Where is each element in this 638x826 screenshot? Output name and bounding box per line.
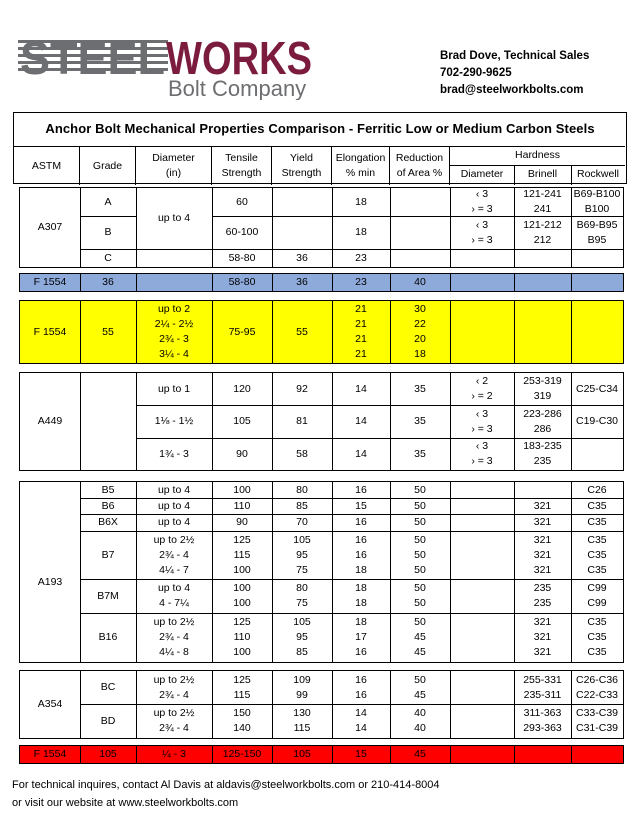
a193-b7m-brinell: 235 235 (533, 582, 552, 609)
contact-phone[interactable]: 702-290-9625 (440, 67, 512, 79)
contact-email[interactable]: brad@steelworkbolts.com (440, 84, 584, 96)
block-a307 (19, 187, 624, 268)
header-astm: ASTM (14, 147, 80, 185)
header-grade: Grade (80, 147, 136, 185)
f1554-105-grade: 105 (99, 748, 117, 760)
a193-b6x-elongation: 16 (355, 516, 367, 528)
f1554-55-grade: 55 (102, 325, 114, 338)
a354-bd-yield: 130 115 (293, 707, 311, 734)
a307-a-hard-diam: ‹ 3 › = 3 (471, 188, 493, 215)
a307-grade-c: C (104, 251, 112, 264)
a193-b7m-yield: 80 75 (296, 582, 308, 609)
a354-bc-reduction: 50 45 (414, 673, 426, 701)
a449-r3-diameter: 1¾ - 3 (159, 447, 189, 460)
header-hardness: Hardness (515, 149, 560, 161)
table-title: Anchor Bolt Mechanical Properties Comparison - Ferritic Low or Medium Carbon Steels (45, 121, 595, 136)
a307-b-tensile: 60-100 (225, 226, 259, 238)
a193-b5-brinell (514, 482, 571, 498)
a193-b6x-diameter: up to 4 (157, 516, 191, 528)
f1554-55-astm: F 1554 (33, 325, 67, 338)
a193-b7-yield: 105 95 75 (293, 533, 311, 576)
f1554-55-yield: 55 (296, 325, 308, 338)
a307-grade-b: B (104, 226, 112, 238)
logo-subtitle: Bolt Company (168, 76, 307, 100)
a449-r1-tensile: 120 (233, 382, 251, 395)
a449-r3-hard-diam: ‹ 3 › = 3 (471, 440, 493, 467)
a449-r1-rockwell: C25-C34 (575, 382, 619, 395)
a449-r2-rockwell: C19-C30 (575, 415, 619, 427)
a307-diameter: up to 4 (157, 212, 191, 224)
a354-bc-rockwell: C26-C36 C22-C33 (575, 673, 619, 701)
a193-b6x-tensile: 90 (236, 516, 248, 528)
a193-b7m-diameters: up to 4 4 - 7¼ (157, 582, 191, 609)
a193-b6x-grade: B6X (98, 516, 118, 528)
block-f1554-36 (19, 273, 624, 292)
a307-a-elongation: 18 (355, 195, 367, 208)
a307-a-rockwell: B69-B100 B100 (573, 188, 621, 215)
a354-bd-tensile: 150 140 (233, 707, 251, 734)
a307-c-elongation: 23 (355, 251, 367, 264)
a449-r2-tensile: 105 (233, 415, 251, 427)
a193-b7-brinell: 321 321 321 (533, 533, 552, 576)
a193-b6-tensile: 110 (233, 499, 251, 512)
a193-b5-tensile: 100 (233, 483, 251, 496)
block-f1554-55 (19, 300, 624, 364)
a193-b5-elongation: 16 (355, 483, 367, 496)
a449-r1-hard-diam: ‹ 2 › = 2 (471, 375, 493, 402)
f1554-105-astm: F 1554 (33, 748, 67, 760)
f1554-36-tensile: 58-80 (228, 276, 256, 288)
a449-r1-diameter: up to 1 (157, 382, 191, 395)
a193-b7m-tensile: 100 100 (233, 582, 251, 609)
a354-bd-grade: BD (100, 714, 116, 727)
f1554-105-diameter: ¼ - 3 (162, 748, 186, 760)
a193-b6x-brinell: 321 (533, 516, 552, 528)
f1554-55-reduction: 30 22 20 18 (414, 303, 426, 360)
a193-b6-reduction: 50 (414, 499, 426, 512)
a449-r2-hard-diam: ‹ 3 › = 3 (471, 407, 493, 435)
a307-b-rockwell: B69-B95 B95 (576, 218, 618, 246)
header-tensile: Tensile Strength (212, 147, 272, 185)
a193-b7m-elongation: 18 18 (355, 582, 367, 609)
header-yield: Yield Strength (272, 147, 332, 185)
a449-r3-yield: 58 (296, 447, 308, 460)
a193-astm: A193 (37, 575, 63, 588)
a354-astm: A354 (37, 698, 63, 710)
f1554-36-reduction: 40 (414, 276, 426, 288)
a193-b16-diameters: up to 2½ 2¾ - 4 4¼ - 8 (153, 616, 195, 658)
a193-b16-reduction: 50 45 45 (414, 616, 426, 658)
a354-bc-yield: 109 99 (293, 673, 311, 701)
a193-b16-grade: B16 (98, 631, 118, 643)
a449-r2-elongation: 14 (355, 415, 367, 427)
a354-bc-tensile: 125 115 (233, 673, 251, 701)
header-reduction: Reduction of Area % (390, 147, 450, 185)
logo-word-steel: STEEL (20, 32, 165, 84)
a193-b16-tensile: 125 110 100 (233, 616, 251, 658)
footer (12, 776, 440, 812)
table-header-frame (13, 112, 627, 184)
contact-name: Brad Dove, Technical Sales (440, 50, 590, 62)
f1554-55-tensile: 75-95 (228, 325, 256, 338)
a193-b6x-reduction: 50 (414, 516, 426, 528)
header-brinell: Brinell (527, 168, 558, 180)
a193-b7m-rockwell: C99 C99 (587, 582, 607, 609)
a307-a-tensile: 60 (236, 195, 248, 208)
a354-bc-elongation: 16 16 (355, 673, 367, 701)
a193-b7-grade: B7 (101, 548, 115, 561)
a193-b6x-rockwell: C35 (587, 516, 607, 528)
f1554-36-astm: F 1554 (33, 276, 67, 288)
a193-b6-elongation: 15 (355, 499, 367, 512)
a193-b6-diameter: up to 4 (157, 499, 191, 512)
a193-b7-elongation: 16 16 18 (355, 533, 367, 576)
contact-info (440, 48, 589, 99)
a193-b6-brinell: 321 (533, 499, 552, 512)
a307-c-yield: 36 (296, 251, 308, 264)
f1554-36-grade: 36 (102, 276, 114, 288)
a193-b7m-reduction: 50 50 (414, 582, 426, 609)
a449-r2-yield: 81 (296, 415, 308, 427)
footer-website-line[interactable]: or visit our website at www.steelworkbolts.com (12, 797, 239, 809)
column-header-row (14, 146, 625, 185)
block-a354 (19, 670, 624, 739)
a449-r1-elongation: 14 (355, 382, 367, 395)
a193-b16-yield: 105 95 85 (293, 616, 311, 658)
a193-b6-grade: B6 (101, 499, 115, 512)
a307-grade-a: A (104, 195, 112, 208)
header-elongation: Elongation % min (332, 147, 390, 185)
a354-bd-brinell: 311-363 293-363 (523, 707, 562, 734)
a193-b5-rockwell: C26 (587, 483, 607, 496)
a193-b7-reduction: 50 50 50 (414, 533, 426, 576)
a193-b6x-yield: 70 (296, 516, 308, 528)
a193-b5-grade: B5 (101, 483, 115, 496)
a354-bd-diameters: up to 2½ 2¾ - 4 (153, 707, 195, 734)
steelworks-logo (18, 30, 318, 100)
a193-b7-rockwell: C35 C35 C35 (587, 533, 607, 576)
a193-b7m-grade: B7M (97, 589, 119, 602)
a193-b5-yield: 80 (296, 483, 308, 496)
a193-b7-tensile: 125 115 100 (233, 533, 251, 576)
logo-word-works: WORKS (166, 32, 312, 84)
a449-r1-reduction: 35 (414, 382, 426, 395)
a307-a-brinell: 121-241 241 (523, 188, 562, 215)
a307-b-elongation: 18 (355, 226, 367, 238)
a354-bd-elongation: 14 14 (355, 707, 367, 734)
f1554-36-yield: 36 (296, 276, 308, 288)
f1554-105-yield: 105 (293, 748, 311, 760)
block-a449 (19, 372, 624, 471)
a193-b6-yield: 85 (296, 499, 308, 512)
a449-r2-reduction: 35 (414, 415, 426, 427)
a449-r2-brinell: 223-286 286 (523, 407, 562, 435)
a354-bd-reduction: 40 40 (414, 707, 426, 734)
a193-b16-rockwell: C35 C35 C35 (587, 616, 607, 658)
a449-r3-tensile: 90 (236, 447, 248, 460)
header-diameter: Diameter (in) (136, 147, 212, 185)
a354-bc-diameters: up to 2½ 2¾ - 4 (153, 673, 195, 701)
a354-bc-brinell: 255-331 235-311 (523, 673, 562, 701)
a307-c-tensile: 58-80 (228, 251, 256, 264)
a193-b5-reduction: 50 (414, 483, 426, 496)
a307-b-hard-diam: ‹ 3 › = 3 (471, 218, 493, 246)
f1554-55-elongation: 21 21 21 21 (355, 303, 367, 360)
f1554-105-tensile: 125-150 (222, 748, 262, 760)
a307-b-brinell: 121-212 212 (523, 218, 562, 246)
a354-bd-rockwell: C33-C39 C31-C39 (575, 707, 619, 734)
a449-r1-yield: 92 (296, 382, 308, 395)
a193-b16-elongation: 18 17 16 (355, 616, 367, 658)
a449-r3-elongation: 14 (355, 447, 367, 460)
a449-r2-diameter: 1⅛ - 1½ (154, 415, 194, 427)
a449-r1-brinell: 253-319 319 (523, 375, 562, 402)
block-f1554-105 (19, 745, 624, 764)
a449-r3-brinell: 183-235 235 (523, 440, 562, 467)
a193-b5-diameter: up to 4 (157, 483, 191, 496)
a449-r3-reduction: 35 (414, 447, 426, 460)
a193-b6-rockwell: C35 (587, 499, 607, 512)
a307-astm: A307 (37, 221, 63, 233)
header-rockwell: Rockwell (576, 168, 619, 180)
header-hardness-diameter: Diameter (460, 168, 504, 180)
a193-b7-diameters: up to 2½ 2¾ - 4 4¼ - 7 (153, 533, 195, 576)
f1554-55-diameters: up to 2 2¼ - 2½ 2¾ - 3 3¼ - 4 (154, 303, 194, 360)
footer-contact-line[interactable]: For technical inquires, contact Al Davis at aldavis@steelworkbolts.com or 210-414-8004 (12, 779, 440, 791)
f1554-105-reduction: 45 (414, 748, 426, 760)
block-a193 (19, 481, 624, 663)
a193-b16-brinell: 321 321 321 (533, 616, 552, 658)
f1554-105-elongation: 15 (355, 748, 367, 760)
a354-bc-grade: BC (100, 681, 116, 693)
a449-astm: A449 (37, 415, 63, 427)
f1554-36-elongation: 23 (355, 276, 367, 288)
